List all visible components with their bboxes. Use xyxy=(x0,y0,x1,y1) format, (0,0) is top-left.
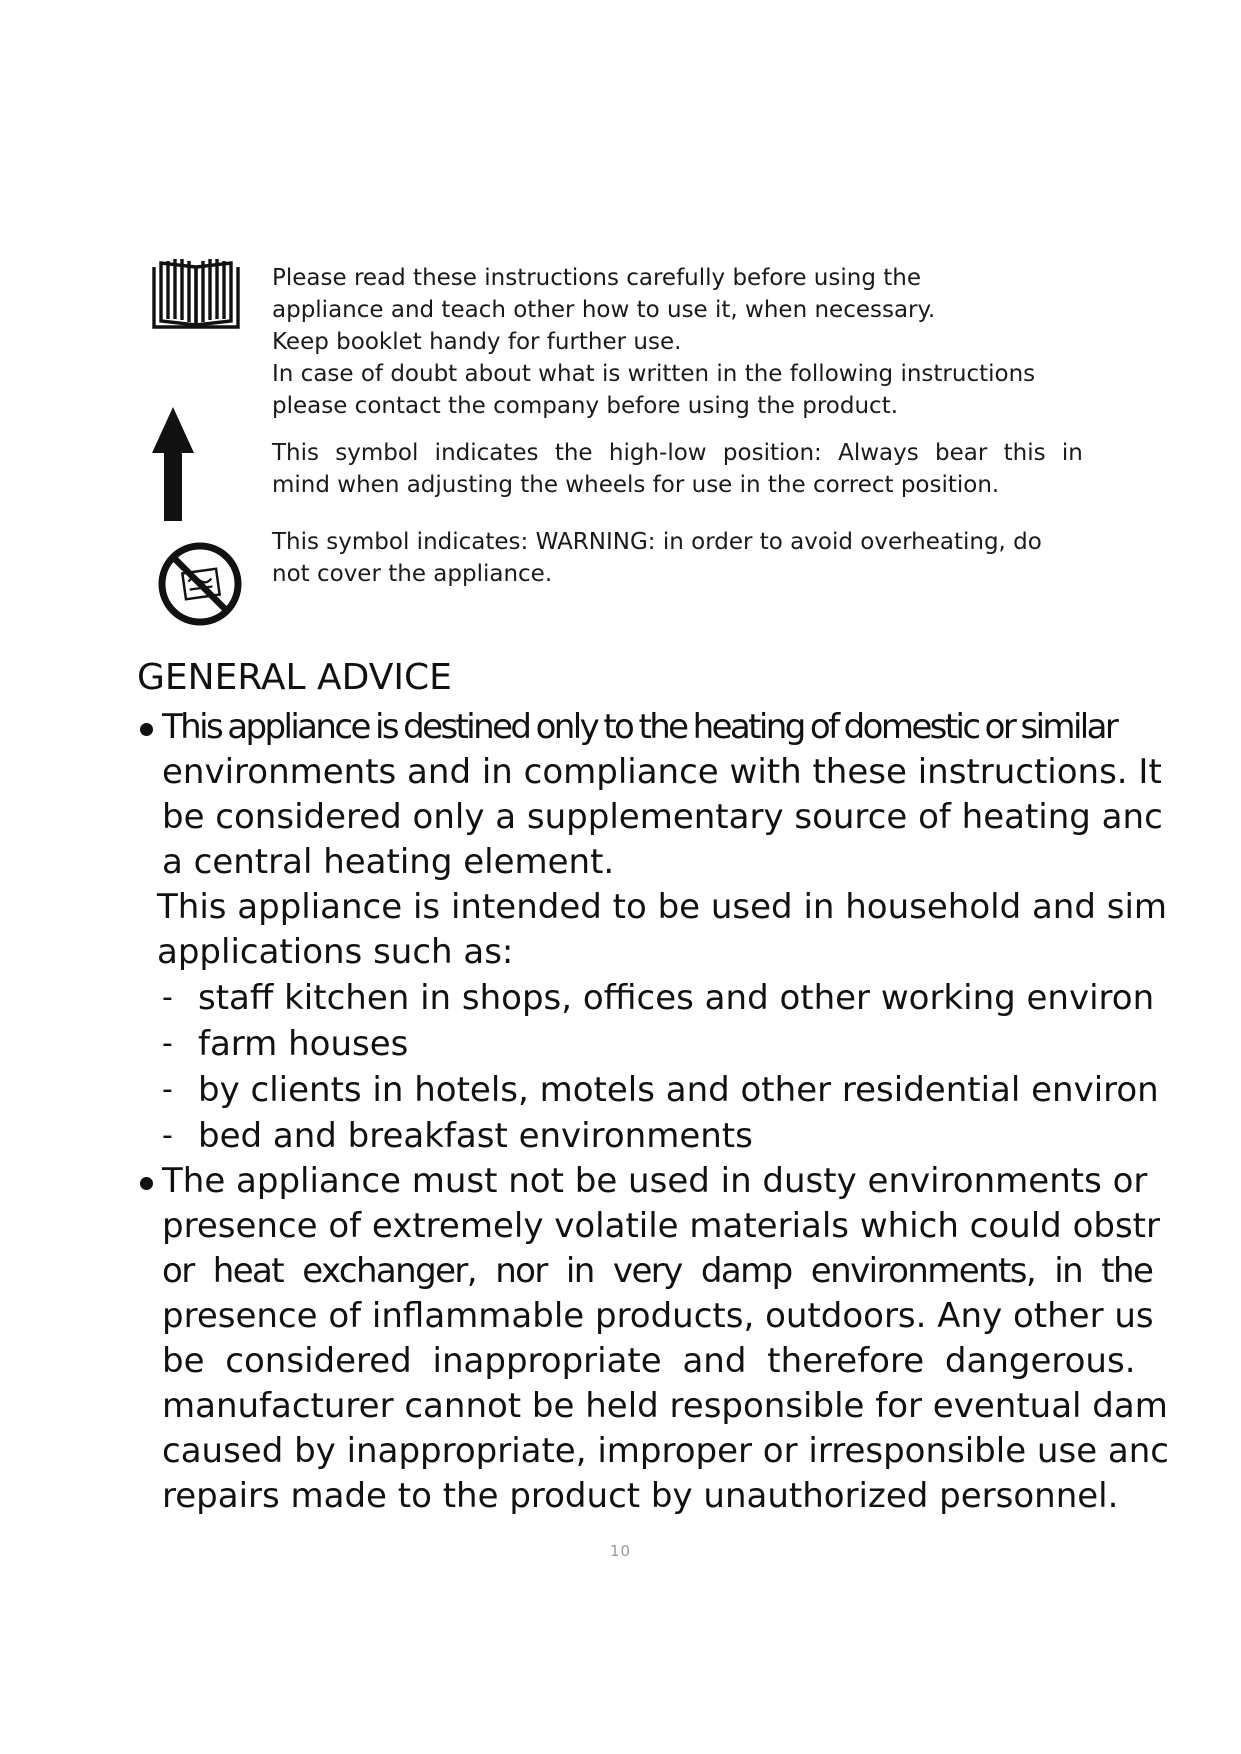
intro-line: This symbol indicates the high-low position: Always bear this in xyxy=(272,440,1083,466)
bullet-line: environments and in compliance with these instructions. It xyxy=(162,752,1162,792)
arrow-up-icon xyxy=(150,405,196,523)
page-number: 10 xyxy=(609,1542,632,1560)
bullet-line: be considered only a supplementary source of heating anc xyxy=(162,797,1163,837)
bullet-icon xyxy=(140,723,153,736)
intro-line: In case of doubt about what is written in the following instructions xyxy=(272,361,1036,387)
dash-marker: - xyxy=(162,1026,173,1061)
bullet-line: caused by inappropriate, improper or irresponsible use anc xyxy=(162,1431,1170,1471)
bullet-line: repairs made to the product by unauthorized personnel. xyxy=(162,1476,1119,1516)
warning-text xyxy=(272,526,1092,590)
bullet-line: presence of extremely volatile materials which could obstr xyxy=(162,1206,1160,1246)
bullet-line: presence of inflammable products, outdoors. Any other us xyxy=(162,1296,1154,1336)
bullet-line: or heat exchanger, nor in very damp environments, in the xyxy=(162,1251,1153,1291)
bullet-line: The appliance must not be used in dusty environments or xyxy=(137,1159,1241,1204)
list-item: - staff kitchen in shops, offices and other working environ xyxy=(137,975,1241,1021)
high-low-text xyxy=(272,437,1092,501)
dash-marker: - xyxy=(162,980,173,1015)
bullet-line: This appliance is destined only to the heating of domestic or similar xyxy=(137,705,1241,750)
intro-line: mind when adjusting the wheels for use in the correct position. xyxy=(272,472,1000,498)
read-instructions-text xyxy=(272,262,1092,422)
bullet-line: a central heating element. xyxy=(162,842,615,882)
list-item: - farm houses xyxy=(137,1021,1241,1067)
intro-line: please contact the company before using the product. xyxy=(272,393,899,419)
list-item: - by clients in hotels, motels and other residential environ xyxy=(137,1067,1241,1113)
dash-marker: - xyxy=(162,1118,173,1153)
bullet-line: manufacturer cannot be held responsible for eventual dam xyxy=(162,1386,1168,1426)
intro-line: Keep booklet handy for further use. xyxy=(272,329,682,355)
general-advice-section xyxy=(137,655,1241,1535)
intro-line: appliance and teach other how to use it, when necessary. xyxy=(272,297,936,323)
bullet-line: be considered inappropriate and therefore dangerous. xyxy=(162,1341,1136,1381)
list-item: - bed and breakfast environments xyxy=(137,1113,1241,1159)
intro-line: not cover the appliance. xyxy=(272,561,553,587)
open-book-icon xyxy=(151,255,241,335)
section-title: GENERAL ADVICE xyxy=(137,657,452,698)
bullet-icon xyxy=(140,1177,153,1190)
intro-line: Please read these instructions carefully before using the xyxy=(272,265,921,291)
intro-line: This symbol indicates: WARNING: in order to avoid overheating, do xyxy=(272,529,1042,555)
do-not-cover-icon xyxy=(156,540,244,628)
paragraph-line: This appliance is intended to be used in household and sim xyxy=(157,887,1168,927)
paragraph-line: applications such as: xyxy=(157,932,514,972)
dash-marker: - xyxy=(162,1072,173,1107)
